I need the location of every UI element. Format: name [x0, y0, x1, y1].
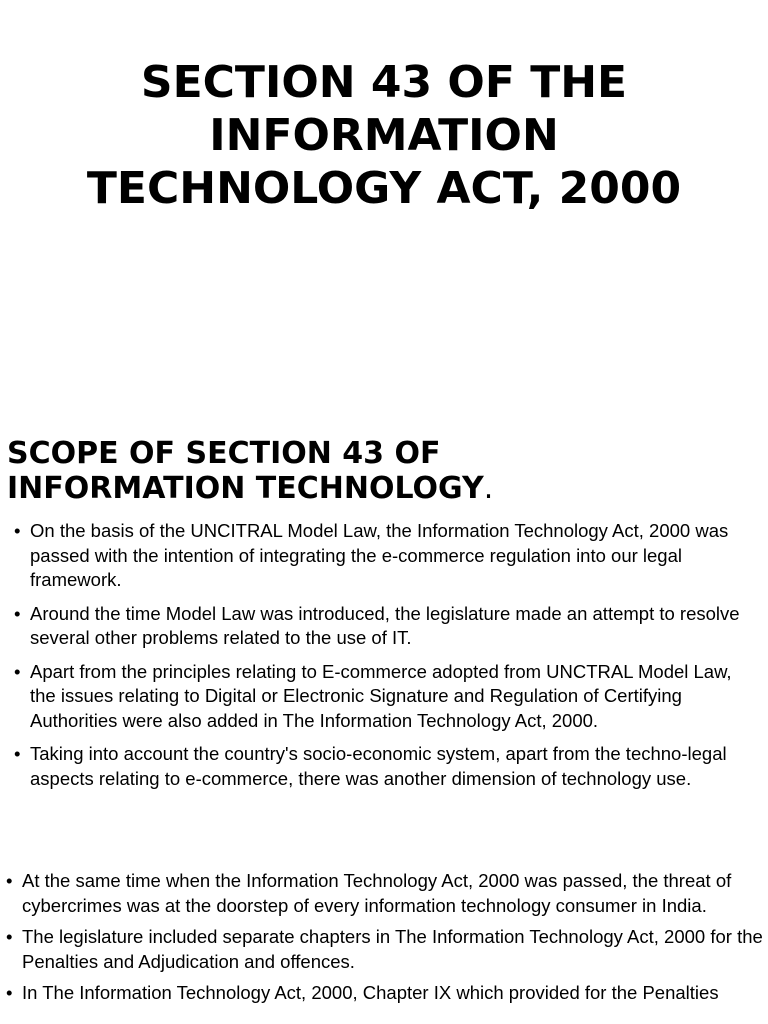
list-item: • The legislature included separate chapters in The Information Technology Act, 2000 for the Penalties and Adjudication and offences. — [0, 925, 768, 974]
slide-title-line-1: SECTION 43 OF THE — [140, 57, 628, 108]
list-item: • In The Information Technology Act, 2000, Chapter IX which provided for the Penalties — [0, 981, 768, 1006]
scope-heading-line-2: INFORMATION TECHNOLOGY — [7, 471, 484, 506]
list-item: • At the same time when the Information Technology Act, 2000 was passed, the threat of cybercrimes was at the doorstep of every information technology consumer in India. — [0, 869, 768, 918]
slide-title-line-2: INFORMATION — [209, 110, 559, 161]
scope-bullet-list — [8, 519, 756, 800]
slide-title-line-3: TECHNOLOGY ACT, 2000 — [86, 163, 682, 214]
scope-heading-line-1: SCOPE OF SECTION 43 OF — [7, 436, 441, 471]
list-item: • On the basis of the UNCITRAL Model Law, the Information Technology Act, 2000 was passed with the intention of integrating the e-commerce regulation into our legal framework. — [8, 519, 756, 593]
next-bullet-list — [0, 869, 768, 1013]
slide-title — [0, 56, 768, 215]
list-item: • Apart from the principles relating to E-commerce adopted from UNCTRAL Model Law, the issues relating to Digital or Electronic Signature and Regulation of Certifying Authorities were also added in The Information Technology Act, 2000. — [8, 660, 756, 734]
list-item: • Around the time Model Law was introduced, the legislature made an attempt to resolve several other problems related to the use of IT. — [8, 602, 756, 651]
scope-heading — [7, 436, 747, 506]
list-item: • Taking into account the country's socio-economic system, apart from the techno-legal aspects relating to e-commerce, there was another dimension of technology use. — [8, 742, 756, 791]
scope-heading-period: . — [483, 471, 494, 506]
